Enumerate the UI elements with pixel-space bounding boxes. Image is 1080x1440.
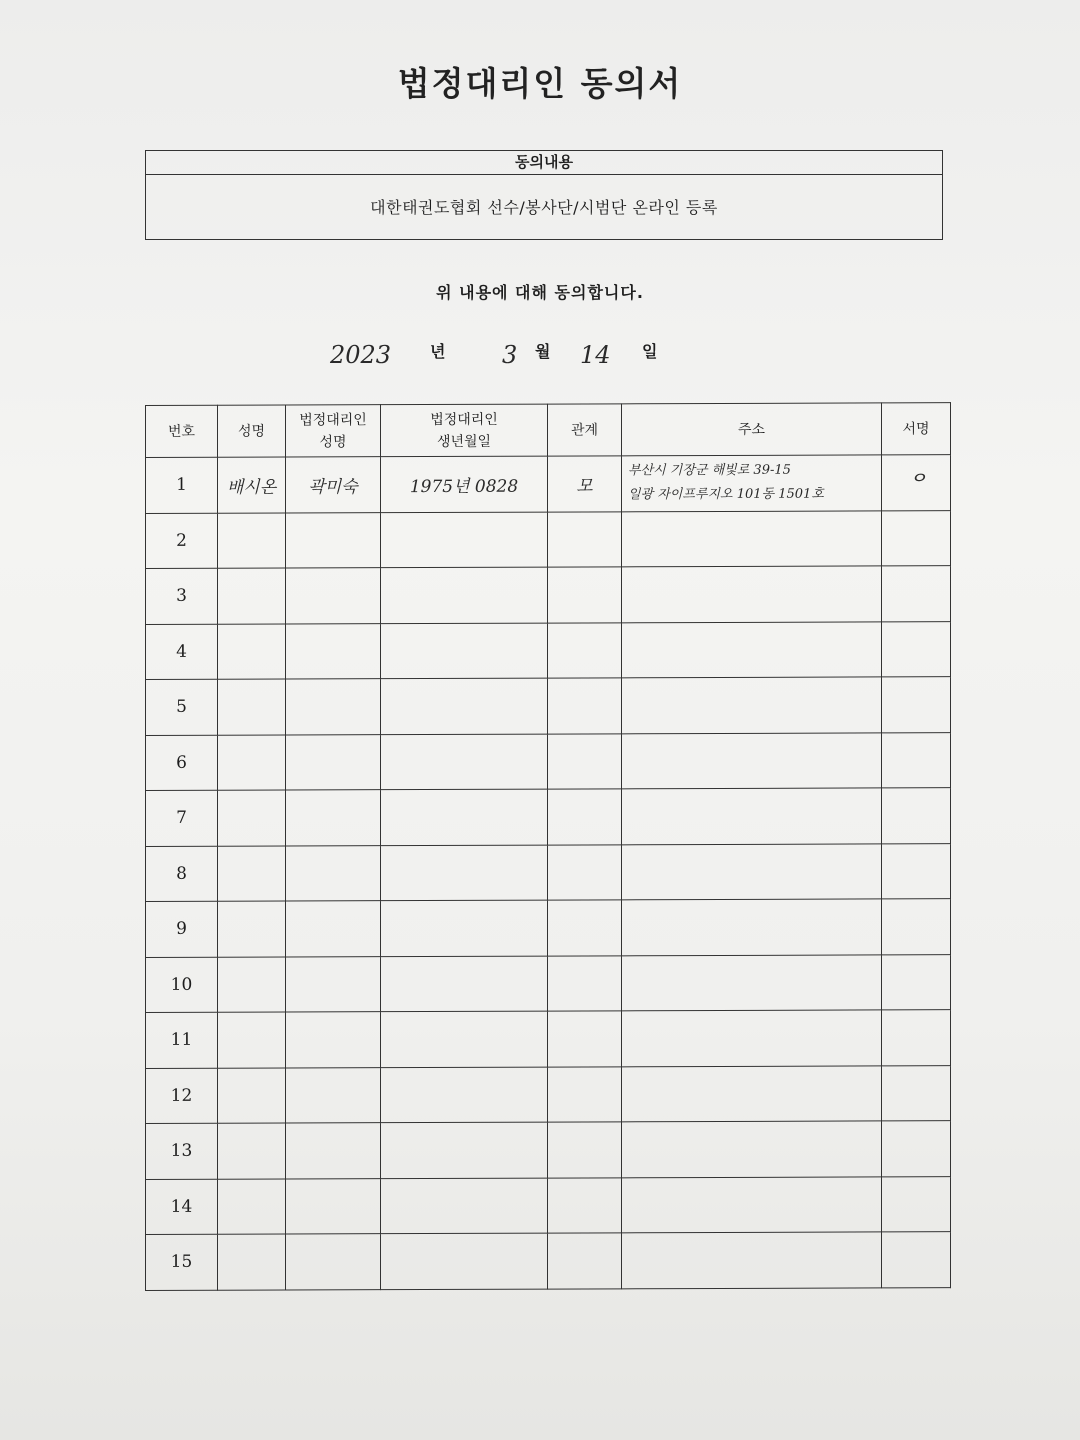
address-line-1: 부산시 기장군 해빛로 39-15	[628, 462, 791, 479]
guardian-birthdate-cell: 1975년 0828	[381, 456, 548, 512]
row-number-cell: 11	[146, 1012, 218, 1068]
address-cell	[622, 1232, 882, 1288]
table-row	[146, 455, 951, 513]
table-row	[146, 788, 951, 846]
guardian-birthdate-cell	[381, 623, 548, 679]
signature-cell	[882, 510, 951, 566]
date-day: 14	[580, 341, 611, 369]
row-number-cell: 5	[146, 679, 218, 735]
guardian-name-cell	[286, 956, 381, 1012]
date-month: 3	[502, 341, 518, 369]
guardian-birthdate-cell	[381, 1067, 548, 1123]
participant-name-cell	[218, 1123, 286, 1179]
consent-date	[0, 335, 1080, 375]
relation-cell	[548, 789, 622, 845]
address-line-1	[628, 982, 881, 983]
signature-cell	[882, 1121, 951, 1177]
guardian-name-cell	[286, 568, 381, 624]
guardian-birthdate-cell	[381, 1011, 548, 1067]
signature-cell	[882, 566, 951, 622]
guardian-name-cell	[286, 790, 381, 846]
address-line-1	[628, 1149, 881, 1150]
guardian-name-cell	[286, 901, 381, 957]
address-line-2	[628, 1204, 881, 1205]
consent-content-body: 대한태권도협회 선수/봉사단/시범단 온라인 등록	[370, 198, 718, 217]
row-number-cell: 6	[146, 735, 218, 791]
address-line-2	[628, 649, 881, 650]
address-line-2	[628, 538, 881, 539]
row-number-cell: 8	[146, 846, 218, 902]
address-line-1	[628, 1038, 881, 1039]
signature-cell	[882, 1176, 951, 1232]
address-line-2	[628, 760, 881, 761]
signature-mark: ᄋ	[904, 471, 928, 500]
guardian-name-cell	[286, 679, 381, 735]
address-cell	[622, 843, 882, 899]
address-line-2: 일광 자이프루지오 101동 1501호	[628, 486, 824, 503]
table-row	[146, 510, 951, 568]
relation-cell	[548, 1122, 622, 1178]
guardian-name-cell	[286, 1123, 381, 1179]
signature-cell	[882, 732, 951, 788]
relation-cell	[548, 1177, 622, 1233]
table-row	[146, 1010, 951, 1068]
table-row	[146, 566, 951, 624]
table-row	[146, 899, 951, 957]
col-header-guardian-birth: 법정대리인 생년월일	[381, 404, 548, 457]
address-line-1	[628, 871, 881, 872]
participant-name-cell	[218, 679, 286, 735]
address-line-1	[628, 594, 881, 595]
guardian-birthdate-cell	[381, 789, 548, 845]
address-cell	[622, 899, 882, 955]
guardian-birthdate-cell	[381, 512, 548, 568]
signature-cell	[882, 621, 951, 677]
address-cell	[622, 732, 882, 788]
date-year-label: 년	[430, 342, 446, 361]
guardian-name-cell	[286, 1012, 381, 1068]
guardian-registration-table	[145, 402, 951, 1290]
table-header-row	[146, 403, 951, 458]
col-header-address: 주소	[622, 403, 882, 456]
col-header-relation: 관계	[548, 404, 622, 456]
col-header-name: 성명	[218, 405, 286, 457]
relation-cell	[548, 678, 622, 734]
address-line-2	[628, 1149, 881, 1150]
relation-cell	[548, 1011, 622, 1067]
guardian-name-cell: 곽미숙	[286, 457, 381, 513]
participant-name-cell	[218, 1234, 286, 1290]
address-cell	[622, 621, 882, 677]
relation-cell	[548, 900, 622, 956]
participant-name-cell	[218, 957, 286, 1013]
table-row	[146, 1176, 951, 1234]
address-line-2	[628, 594, 881, 595]
date-month-label: 월	[535, 342, 551, 361]
address-cell	[622, 566, 882, 622]
address-line-2	[628, 1093, 881, 1094]
participant-name-cell	[218, 624, 286, 680]
document-title: 법정대리인 동의서	[397, 64, 683, 103]
address-line-1	[628, 1204, 881, 1205]
guardian-name-cell	[286, 1067, 381, 1123]
participant-name-cell	[218, 1068, 286, 1124]
guardian-name-cell	[286, 1234, 381, 1290]
address-cell	[622, 1176, 882, 1232]
col-header-signature: 서명	[882, 403, 951, 455]
row-number-cell: 9	[146, 901, 218, 957]
relation-cell	[548, 511, 622, 567]
table-row	[146, 843, 951, 901]
guardian-birthdate-cell	[381, 1233, 548, 1289]
row-number-cell: 1	[146, 457, 218, 513]
participant-name-cell	[218, 790, 286, 846]
address-line-2	[628, 705, 881, 706]
row-number-cell: 4	[146, 624, 218, 680]
relation-cell	[548, 844, 622, 900]
row-number-cell: 10	[146, 957, 218, 1013]
guardian-birthdate-cell	[381, 1178, 548, 1234]
address-line-1	[628, 705, 881, 706]
table-row	[146, 677, 951, 735]
row-number-cell: 15	[146, 1234, 218, 1290]
address-line-1	[628, 649, 881, 650]
guardian-birthdate-cell	[381, 734, 548, 790]
relation-cell	[548, 955, 622, 1011]
participant-name-cell: 배시온	[218, 457, 286, 513]
signature-cell	[882, 843, 951, 899]
row-number-cell: 12	[146, 1068, 218, 1124]
agreement-statement: 위 내용에 대해 동의합니다.	[436, 283, 644, 302]
signature-cell	[882, 1065, 951, 1121]
signature-cell	[882, 899, 951, 955]
address-line-1	[628, 816, 881, 817]
col-header-guardian-name: 법정대리인 성명	[286, 405, 381, 457]
address-cell	[622, 954, 882, 1010]
signature-cell	[882, 455, 951, 511]
address-cell	[622, 510, 882, 566]
signature-cell	[882, 788, 951, 844]
address-cell	[622, 1065, 882, 1121]
table-row	[146, 732, 951, 790]
relation-cell	[548, 567, 622, 623]
guardian-name-cell	[286, 734, 381, 790]
row-number-cell: 3	[146, 568, 218, 624]
row-number-cell: 13	[146, 1123, 218, 1179]
address-line-2	[628, 1038, 881, 1039]
relation-cell	[548, 622, 622, 678]
guardian-birthdate-cell	[381, 678, 548, 734]
guardian-name-cell	[286, 623, 381, 679]
relation-cell	[548, 1233, 622, 1289]
participant-name-cell	[218, 901, 286, 957]
row-number-cell: 2	[146, 513, 218, 569]
address-line-2	[628, 927, 881, 928]
guardian-birthdate-cell	[381, 567, 548, 623]
guardian-birthdate-cell	[381, 1122, 548, 1178]
address-line-1	[628, 760, 881, 761]
guardian-birthdate-cell	[381, 900, 548, 956]
participant-name-cell	[218, 846, 286, 902]
participant-name-cell	[218, 568, 286, 624]
guardian-name-cell	[286, 845, 381, 901]
participant-name-cell	[218, 513, 286, 569]
consent-content-box	[145, 150, 943, 240]
guardian-birthdate-cell	[381, 845, 548, 901]
relation-cell	[548, 733, 622, 789]
signature-cell	[882, 677, 951, 733]
table-row	[146, 1065, 951, 1123]
signature-cell	[882, 1010, 951, 1066]
relation-cell: 모	[548, 456, 622, 512]
table-row	[146, 621, 951, 679]
col-header-number: 번호	[146, 405, 218, 457]
participant-name-cell	[218, 1179, 286, 1235]
date-year: 2023	[330, 341, 392, 369]
consent-content-header: 동의내용	[146, 151, 942, 175]
participant-name-cell	[218, 1012, 286, 1068]
address-line-1	[628, 927, 881, 928]
relation-cell	[548, 1066, 622, 1122]
signature-cell	[882, 1232, 951, 1288]
address-line-1	[628, 538, 881, 539]
signature-cell	[882, 954, 951, 1010]
row-number-cell: 14	[146, 1179, 218, 1235]
date-day-label: 일	[642, 342, 658, 361]
row-number-cell: 7	[146, 790, 218, 846]
guardian-birthdate-cell	[381, 956, 548, 1012]
address-cell	[622, 677, 882, 733]
table-row	[146, 1232, 951, 1290]
address-cell	[622, 455, 882, 511]
guardian-name-cell	[286, 1178, 381, 1234]
address-line-2	[628, 1260, 881, 1261]
guardian-name-cell	[286, 512, 381, 568]
address-cell	[622, 1010, 882, 1066]
address-cell	[622, 1121, 882, 1177]
table-body	[146, 455, 951, 1290]
address-line-1	[628, 1093, 881, 1094]
address-cell	[622, 788, 882, 844]
table-row	[146, 954, 951, 1012]
address-line-2	[628, 871, 881, 872]
address-line-2	[628, 982, 881, 983]
participant-name-cell	[218, 735, 286, 791]
table-row	[146, 1121, 951, 1179]
address-line-1	[628, 1260, 881, 1261]
address-line-2	[628, 816, 881, 817]
